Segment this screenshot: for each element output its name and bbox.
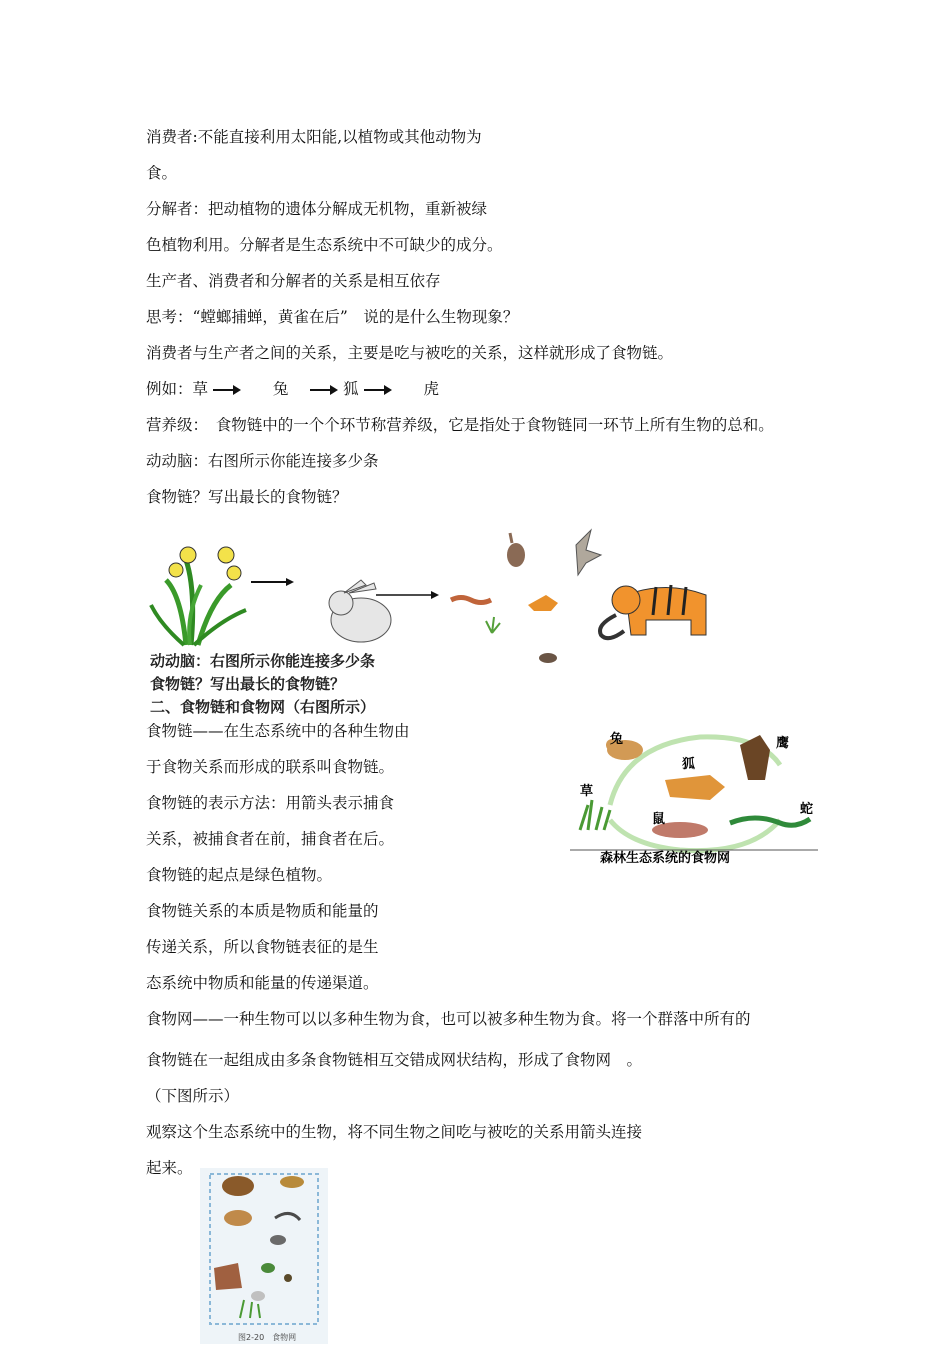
example-rabbit: 兔 — [272, 380, 289, 398]
rabbit-icon — [251, 1291, 265, 1301]
bird-icon — [280, 1176, 304, 1188]
text-food-chain-def-1: 食物链——在生态系统中的各种生物由 — [146, 722, 410, 740]
text-consumer-2: 食。 — [146, 164, 178, 182]
text-food-web-2: 食物链在一起组成由多条食物链相互交错成网状结构，形成了食物网 。 — [146, 1051, 643, 1069]
label-rabbit: 兔 — [610, 732, 624, 747]
text-representation-1: 食物链的表示方法：用箭头表示捕食 — [146, 794, 395, 812]
text-brain-teaser-1: 动动脑：右图所示你能连接多少条 — [146, 452, 379, 470]
text-observe-1: 观察这个生态系统中的生物，将不同生物之间吃与被吃的关系用箭头连接 — [146, 1123, 643, 1141]
text-decomposer-1: 分解者：把动植物的遗体分解成无机物，重新被绿 — [146, 200, 488, 218]
figure-forest-food-web — [570, 725, 818, 865]
arrow-icon — [310, 384, 338, 396]
bear-icon — [222, 1176, 254, 1196]
snake-icon — [600, 615, 624, 638]
arrow-icon — [213, 384, 241, 396]
example-tiger: 虎 — [423, 380, 439, 398]
insect-icon — [284, 1274, 292, 1282]
arrow-icon — [251, 578, 294, 586]
arrow-icon — [364, 384, 392, 396]
label-eagle: 鹰 — [776, 736, 790, 751]
figure2-caption: 森林生态系统的食物网 — [600, 851, 731, 865]
tiger-icon — [612, 585, 706, 635]
text-relationship: 生产者、消费者和分解者的关系是相互依存 — [146, 272, 441, 290]
rabbit-small-icon — [507, 533, 525, 567]
example-prefix: 例如：草 — [146, 380, 209, 398]
bird-small-icon — [270, 1235, 286, 1245]
arrow-icon — [376, 591, 439, 599]
text-brain-teaser-2: 食物链？写出最长的食物链？ — [146, 488, 348, 506]
text-consumer-1: 消费者:不能直接利用太阳能,以植物或其他动物为 — [146, 128, 482, 146]
figure1-caption-line2: 食物链？写出最长的食物链？ — [150, 675, 346, 693]
forest-food-web-illustration — [570, 725, 818, 865]
text-decomposer-2: 色植物利用。分解者是生态系统中不可缺少的成分。 — [146, 236, 503, 254]
text-representation-2: 关系，被捕食者在前，捕食者在后。 — [146, 830, 395, 848]
figure1-caption-line3: 二、食物链和食物网（右图所示） — [150, 698, 376, 716]
worm-icon — [451, 598, 491, 603]
text-food-chain-def-2: 于食物关系而形成的联系叫食物链。 — [146, 758, 395, 776]
rabbit-icon — [329, 580, 391, 642]
label-grass: 草 — [580, 784, 594, 799]
label-snake: 蛇 — [800, 802, 814, 817]
plant-small-icon — [486, 617, 500, 633]
figure1-caption-line1: 动动脑：右图所示你能连接多少条 — [150, 652, 376, 670]
text-see-below: （下图所示） — [146, 1087, 240, 1105]
figure3-caption: 图2-20 食物网 — [238, 1333, 297, 1342]
text-essence-2: 传递关系，所以食物链表征的是生 — [146, 938, 379, 956]
text-essence-1: 食物链关系的本质是物质和能量的 — [146, 902, 379, 920]
example-fox: 狐 — [343, 380, 359, 398]
figure-textbook-food-web — [200, 1168, 328, 1344]
text-food-chain-intro: 消费者与生产者之间的关系，主要是吃与被吃的关系，这样就形成了食物链。 — [146, 344, 674, 362]
label-fox: 狐 — [682, 757, 696, 772]
figure-food-chain-illustration — [146, 525, 726, 715]
grass-plant-icon — [151, 547, 246, 645]
mouse-icon — [539, 653, 557, 663]
text-starting-point: 食物链的起点是绿色植物。 — [146, 866, 333, 884]
text-think: 思考：“螳螂捕蝉，黄雀在后” 说的是什么生物现象？ — [146, 308, 519, 326]
example-food-chain — [146, 379, 439, 399]
frog-icon — [261, 1263, 275, 1273]
text-observe-2: 起来。 — [146, 1159, 193, 1177]
textbook-food-web-illustration — [200, 1168, 328, 1344]
label-mouse: 鼠 — [652, 812, 666, 827]
fox-icon — [224, 1210, 252, 1226]
text-essence-3: 态系统中物质和能量的传递渠道。 — [146, 974, 379, 992]
fox-icon — [528, 595, 558, 611]
text-trophic-level: 营养级： 食物链中的一个个环节称营养级，它是指处于食物链同一环节上所有生物的总和。 — [146, 416, 774, 434]
text-food-web-1: 食物网——一种生物可以以多种生物为食，也可以被多种生物为食。将一个群落中所有的 — [146, 1010, 751, 1028]
eagle-icon — [576, 530, 601, 575]
